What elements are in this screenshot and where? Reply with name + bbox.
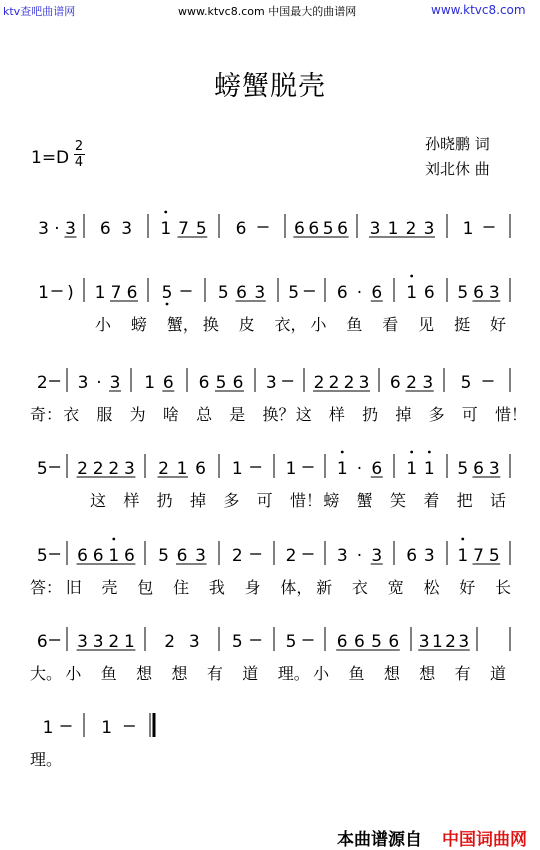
note: 3: [123, 459, 135, 479]
note: 3: [336, 546, 348, 566]
note: 3: [188, 632, 200, 652]
lyric-syllable: 小: [65, 664, 82, 683]
lyric-syllable: 旧: [65, 578, 82, 597]
lyric-syllable: 理。: [30, 750, 63, 769]
lyric-syllable: 把: [456, 491, 473, 510]
lyric-syllable: 着: [423, 491, 440, 510]
note: 3: [38, 219, 49, 239]
note: 5: [217, 283, 229, 303]
lyric-syllable: 蟹: [356, 491, 373, 510]
note: 3: [109, 373, 121, 393]
lyric-syllable: 有: [206, 664, 223, 683]
lyric-syllable: 挺: [454, 315, 471, 334]
note: 6: [389, 373, 401, 393]
note: 1: [285, 459, 297, 479]
note: 2: [285, 546, 297, 566]
lyric-syllable: 鱼: [100, 664, 117, 683]
note: 5: [161, 283, 173, 303]
lyric-syllable: 有: [454, 664, 471, 683]
note: 6: [92, 546, 104, 566]
note: 6: [176, 546, 188, 566]
note: 1: [108, 546, 120, 566]
note: 1: [336, 459, 348, 479]
lyric-syllable: 扔: [156, 491, 173, 510]
lyric-syllable: 是: [229, 405, 246, 424]
note: 6: [337, 219, 349, 239]
lyric-syllable: 笑: [390, 491, 407, 510]
key-signature: 1=D: [31, 148, 70, 168]
note: 6: [198, 373, 210, 393]
note: 5: [288, 283, 300, 303]
dot-duration: ·: [54, 219, 60, 239]
note: 3: [121, 219, 133, 239]
dot-duration: ·: [356, 283, 363, 303]
note: 2: [77, 459, 89, 479]
lyric-syllable: 蟹，: [166, 315, 199, 334]
lyric-syllable: 体，: [280, 578, 313, 597]
lyric-syllable: 小: [95, 315, 112, 334]
note: 1: [176, 459, 188, 479]
note: 5: [231, 632, 243, 652]
note: 1: [231, 459, 243, 479]
note: 5: [371, 632, 383, 652]
lyric-syllable: 总: [196, 405, 213, 424]
note: 1: [101, 718, 113, 738]
note: 1: [123, 632, 135, 652]
dot-duration: ·: [356, 459, 363, 479]
note: 5: [158, 546, 169, 566]
lyric-syllable: 理。: [277, 664, 310, 683]
lyric-syllable: 惜！: [290, 491, 323, 510]
lyric-syllable: 大。: [30, 664, 63, 683]
lyric-syllable: 小: [310, 315, 327, 334]
lyric-syllable: 包: [137, 578, 154, 597]
note: 3: [65, 219, 76, 239]
site-name-top-left: ktv查吧曲谱网: [3, 5, 76, 18]
note: 5: [457, 459, 469, 479]
lyric-syllable: 新: [316, 578, 333, 597]
lyric-syllable: 掉: [395, 405, 412, 424]
lyric-syllable: 掉: [190, 491, 207, 510]
note: 6: [123, 546, 135, 566]
note: 6: [195, 459, 206, 479]
note: 1: [462, 219, 474, 239]
note: 1: [406, 283, 418, 303]
source-label: 本曲谱源自: [337, 830, 422, 850]
note: 3: [195, 546, 206, 566]
note: 1: [387, 219, 399, 239]
lyric-syllable: 宽: [387, 578, 404, 597]
octave-dot-above: [428, 451, 431, 454]
lyric-syllable: 多: [428, 405, 445, 424]
lyric-syllable: 道: [490, 664, 507, 683]
lyric-syllable: 服: [96, 405, 113, 424]
note: 6: [473, 283, 484, 303]
note: 2: [231, 546, 243, 566]
lyric-syllable: 可: [256, 491, 273, 510]
note: 1: [160, 219, 172, 239]
note: 5: [36, 459, 48, 479]
lyric-syllable: 皮: [238, 315, 255, 334]
note: 6: [371, 459, 383, 479]
lyric-syllable: 看: [382, 315, 399, 334]
octave-dot-below: [166, 303, 169, 306]
lyric-syllable: 想: [171, 664, 188, 683]
note: 5: [322, 219, 334, 239]
note: 2: [164, 632, 176, 652]
note: 3: [423, 219, 435, 239]
lyric-syllable: 螃: [130, 315, 147, 334]
lyric-syllable: 衣: [63, 405, 80, 424]
lyric-syllable: 壳: [101, 578, 118, 597]
note: 2: [158, 459, 169, 479]
note: 6: [473, 459, 484, 479]
note: 3: [371, 546, 383, 566]
note: 1: [144, 373, 156, 393]
note: 5: [457, 283, 469, 303]
lyric-syllable: 鱼: [346, 315, 363, 334]
lyric-syllable: 啥: [162, 405, 179, 424]
note: 7: [178, 219, 189, 239]
lyric-syllable: 身: [244, 578, 261, 597]
note: 6: [371, 283, 383, 303]
note: 5: [36, 546, 48, 566]
note: 6: [236, 283, 247, 303]
note: 5: [215, 373, 227, 393]
note: 6: [308, 219, 320, 239]
lyric-syllable: 扔: [362, 405, 379, 424]
paren: ): [67, 283, 74, 303]
note: 5: [195, 219, 207, 239]
note: 6: [353, 632, 365, 652]
lyric-syllable: 见: [418, 315, 435, 334]
lyric-syllable: 想: [136, 664, 153, 683]
note: 1: [42, 718, 54, 738]
note: 6: [232, 373, 244, 393]
note: 6: [99, 219, 111, 239]
lyric-syllable: 多: [223, 491, 240, 510]
note: 6: [293, 219, 305, 239]
note: 6: [406, 546, 418, 566]
note: 2: [108, 459, 120, 479]
lyricist-credit: 孙晓鹏 词: [425, 135, 490, 153]
lyric-syllable: 这: [295, 405, 312, 424]
note: 2: [406, 373, 417, 393]
note: 6: [336, 632, 348, 652]
lyric-syllable: 好: [459, 578, 476, 597]
octave-dot-above: [112, 538, 115, 541]
source-site-name: 中国词曲网: [442, 830, 527, 850]
lyric-syllable: 好: [490, 315, 507, 334]
lyric-syllable: 答：: [30, 578, 63, 597]
lyric-syllable: 为: [129, 405, 146, 424]
note: 1: [423, 459, 435, 479]
lyric-syllable: 样: [123, 491, 140, 510]
note: 3: [488, 459, 500, 479]
time-signature-top: 2: [74, 139, 84, 154]
site-url-top-right: www.ktvc8.com: [431, 3, 526, 17]
note: 2: [445, 632, 457, 652]
note: 3: [265, 373, 277, 393]
note: 1: [38, 283, 49, 303]
lyric-syllable: 换？: [262, 405, 295, 424]
song-title: 螃蟹脱壳: [214, 71, 326, 102]
note: 3: [458, 632, 470, 652]
note: 2: [313, 373, 325, 393]
note: 2: [343, 373, 355, 393]
octave-dot-above: [410, 275, 413, 278]
note: 3: [92, 632, 104, 652]
note: 6: [336, 283, 348, 303]
lyric-syllable: 道: [242, 664, 259, 683]
lyric-syllable: 奇：: [30, 405, 63, 424]
note: 6: [388, 632, 400, 652]
lyric-syllable: 住: [173, 578, 190, 597]
lyric-syllable: 话: [490, 491, 507, 510]
note: 5: [460, 373, 472, 393]
lyric-syllable: 样: [328, 405, 345, 424]
site-url-top-center: www.ktvc8.com 中国最大的曲谱网: [178, 5, 357, 18]
note: 2: [92, 459, 104, 479]
note: 3: [358, 373, 370, 393]
note: 3: [422, 373, 434, 393]
note: 6: [77, 546, 89, 566]
note: 1: [406, 459, 418, 479]
lyric-syllable: 松: [423, 578, 440, 597]
time-signature-bottom: 4: [74, 155, 84, 170]
lyric-syllable: 想: [383, 664, 400, 683]
note: 6: [235, 219, 247, 239]
note: 6: [423, 283, 435, 303]
lyric-syllable: 我: [208, 578, 225, 597]
lyric-syllable: 衣: [351, 578, 368, 597]
octave-dot-above: [410, 451, 413, 454]
lyric-syllable: 螃: [323, 491, 340, 510]
note: 3: [488, 283, 500, 303]
note: 6: [162, 373, 174, 393]
note: 2: [328, 373, 340, 393]
lyric-syllable: 可: [461, 405, 478, 424]
note: 3: [423, 546, 435, 566]
note: 7: [110, 283, 122, 303]
note: 3: [369, 219, 381, 239]
dot-duration: ·: [356, 546, 363, 566]
note: 2: [36, 373, 48, 393]
lyric-syllable: 衣，: [274, 315, 307, 334]
note: 1: [457, 546, 469, 566]
note: 2: [108, 632, 120, 652]
note: 2: [405, 219, 417, 239]
note: 1: [94, 283, 106, 303]
note: 6: [36, 632, 48, 652]
note: 5: [488, 546, 500, 566]
note: 6: [126, 283, 138, 303]
octave-dot-above: [164, 211, 167, 214]
note: 3: [77, 373, 89, 393]
lyric-syllable: 鱼: [348, 664, 365, 683]
lyric-syllable: 这: [90, 491, 107, 510]
note: 7: [473, 546, 484, 566]
note: 5: [285, 632, 297, 652]
note: 3: [77, 632, 89, 652]
octave-dot-above: [341, 451, 344, 454]
octave-dot-above: [461, 538, 464, 541]
note: 3: [254, 283, 266, 303]
dot-duration: ·: [96, 373, 102, 393]
lyric-syllable: 换: [202, 315, 219, 334]
note: 1: [431, 632, 443, 652]
lyric-syllable: 想: [419, 664, 436, 683]
composer-credit: 刘北休 曲: [425, 160, 490, 178]
lyric-syllable: 惜！: [495, 405, 528, 424]
note: 3: [418, 632, 430, 652]
lyric-syllable: 长: [495, 578, 512, 597]
lyric-syllable: 小: [313, 664, 330, 683]
